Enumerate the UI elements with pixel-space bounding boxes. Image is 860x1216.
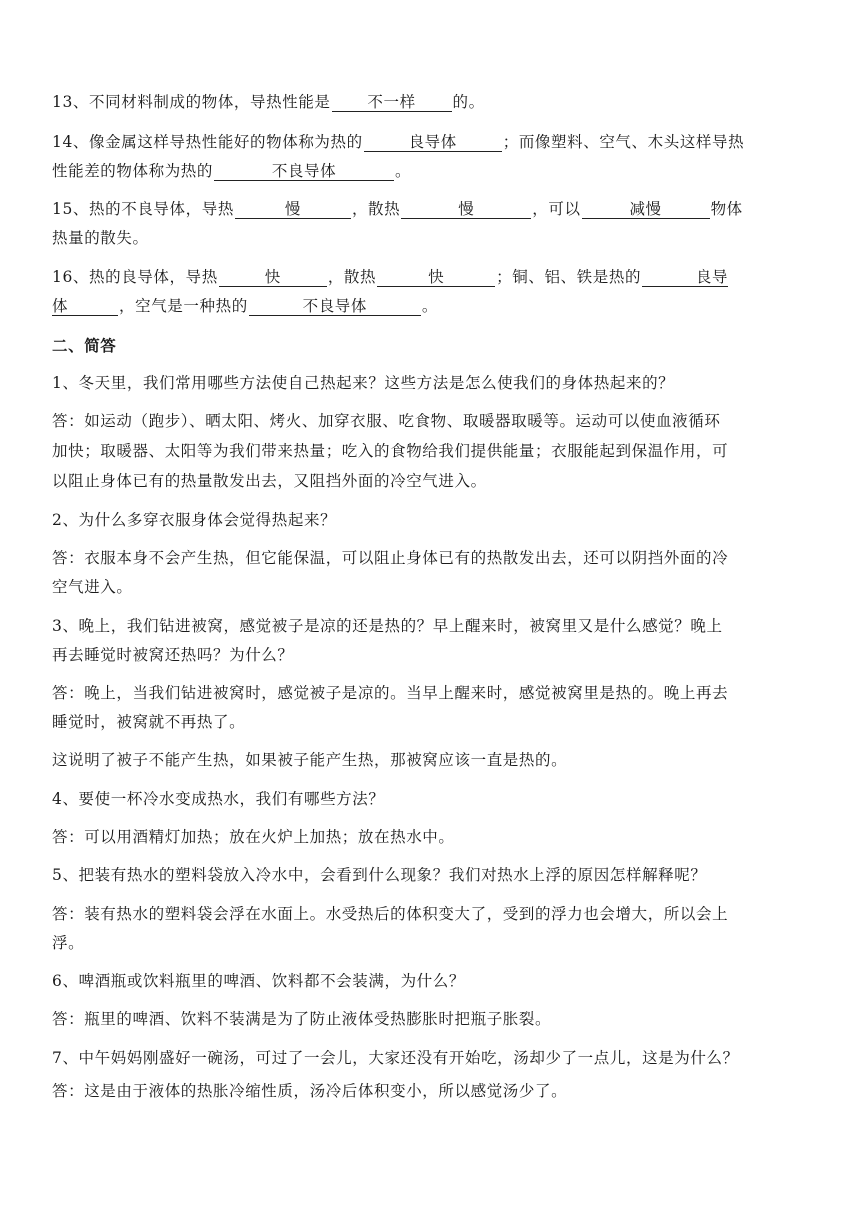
answer-3-line-1: 答：晚上，当我们钻进被窝时，感觉被子是凉的。当早上醒来时，感觉被窝里是热的。晚上再去 <box>52 684 729 702</box>
question-4: 4、要使一杯冷水变成热水，我们有哪些方法？ <box>52 790 385 808</box>
question-2: 2、为什么多穿衣服身体会觉得热起来？ <box>52 511 337 529</box>
answer-2-line-2: 空气进入。 <box>52 578 133 596</box>
q16-blank-1: 快 <box>219 268 327 287</box>
answer-6: 答：瓶里的啤酒、饮料不装满是为了防止液体受热膨胀时把瓶子胀裂。 <box>52 1010 552 1028</box>
answer-3-extra: 这说明了被子不能产生热，如果被子能产生热，那被窝应该一直是热的。 <box>52 751 568 769</box>
answer-5-line-1: 答：装有热水的塑料袋会浮在水面上。水受热后的体积变大了，受到的浮力也会增大，所以会上 <box>52 905 729 923</box>
q16-text-post: 。 <box>421 297 438 315</box>
q16-blank-3a: 良导 <box>642 268 728 287</box>
q14-text-pre: 14、像金属这样导热性能好的物体称为热的 <box>52 133 363 151</box>
q15-text-line2: 热量的散失。 <box>52 229 149 247</box>
question-3-line-1: 3、晚上，我们钻进被窝，感觉被子是凉的还是热的？早上醒来时，被窝里又是什么感觉？晚上 <box>52 617 723 635</box>
question-5: 5、把装有热水的塑料袋放入冷水中，会看到什么现象？我们对热水上浮的原因怎样解释呢？ <box>52 866 707 884</box>
q13-text-pre: 13、不同材料制成的物体，导热性能是 <box>52 93 331 111</box>
q15-text-post: 物体 <box>710 200 743 218</box>
q13-line <box>52 92 810 112</box>
answer-7: 答：这是由于液体的热胀冷缩性质，汤冷后体积变小，所以感觉汤少了。 <box>52 1082 568 1100</box>
q14-text-post: 。 <box>395 162 412 180</box>
q14-line-2 <box>52 161 810 181</box>
answer-3-line-2: 睡觉时，被窝就不再热了。 <box>52 713 246 731</box>
q14-text-mid: ；而像塑料、空气、木头这样导热 <box>502 133 745 151</box>
q16-line-1 <box>52 267 810 287</box>
q16-blank-4: 不良导体 <box>249 297 421 316</box>
answer-4: 答：可以用酒精灯加热；放在火炉上加热；放在热水中。 <box>52 828 455 846</box>
q15-blank-2: 慢 <box>401 200 531 219</box>
q16-blank-2: 快 <box>377 268 495 287</box>
question-6: 6、啤酒瓶或饮料瓶里的啤酒、饮料都不会装满，为什么？ <box>52 972 465 990</box>
q16-text-mid-3: ，空气是一种热的 <box>119 297 248 315</box>
q13-text-post: 的。 <box>452 93 485 111</box>
q16-text-pre: 16、热的良导体，导热 <box>52 268 218 286</box>
question-7: 7、中午妈妈刚盛好一碗汤，可过了一会儿，大家还没有开始吃，汤却少了一点儿，这是为什么？ <box>52 1049 739 1067</box>
answer-5-line-2: 浮。 <box>52 934 85 952</box>
answer-2-line-1: 答：衣服本身不会产生热，但它能保温，可以阻止身体已有的热散发出去，还可以阴挡外面的冷 <box>52 549 729 567</box>
q15-line-1 <box>52 199 810 219</box>
question-1: 1、冬天里，我们常用哪些方法使自己热起来？这些方法是怎么使我们的身体热起来的？ <box>52 374 675 392</box>
q16-text-mid-2: ；铜、铝、铁是热的 <box>496 268 642 286</box>
q13-blank: 不一样 <box>332 93 452 112</box>
answer-1-line-2: 加快；取暖器、太阳等为我们带来热量；吃入的食物给我们提供能量；衣服能起到保温作用，可 <box>52 442 729 460</box>
answer-1-line-1: 答：如运动（跑步）、晒太阳、烤火、加穿衣服、吃食物、取暖器取暖等。运动可以使血液循环 <box>52 412 721 430</box>
question-3-line-2: 再去睡觉时被窝还热吗？为什么？ <box>52 646 294 664</box>
q16-blank-3b: 体 <box>52 297 118 316</box>
q16-line-2 <box>52 296 810 316</box>
q16-text-mid-1: ，散热 <box>327 268 377 286</box>
q15-blank-3: 减慢 <box>582 200 710 219</box>
q15-line-2 <box>52 228 810 248</box>
q14-blank-1: 良导体 <box>364 133 502 152</box>
q14-text-pre-2: 性能差的物体称为热的 <box>52 162 214 180</box>
section-heading: 二、简答 <box>52 337 117 355</box>
q15-blank-1: 慢 <box>235 200 351 219</box>
answer-1-line-3: 以阻止身体已有的热量散发出去，又阻挡外面的冷空气进入。 <box>52 472 487 490</box>
q15-text-mid-1: ，散热 <box>351 200 401 218</box>
q15-text-pre: 15、热的不良导体，导热 <box>52 200 234 218</box>
q14-blank-2: 不良导体 <box>214 162 394 181</box>
q15-text-mid-2: ，可以 <box>532 200 581 218</box>
q14-line-1 <box>52 132 810 152</box>
